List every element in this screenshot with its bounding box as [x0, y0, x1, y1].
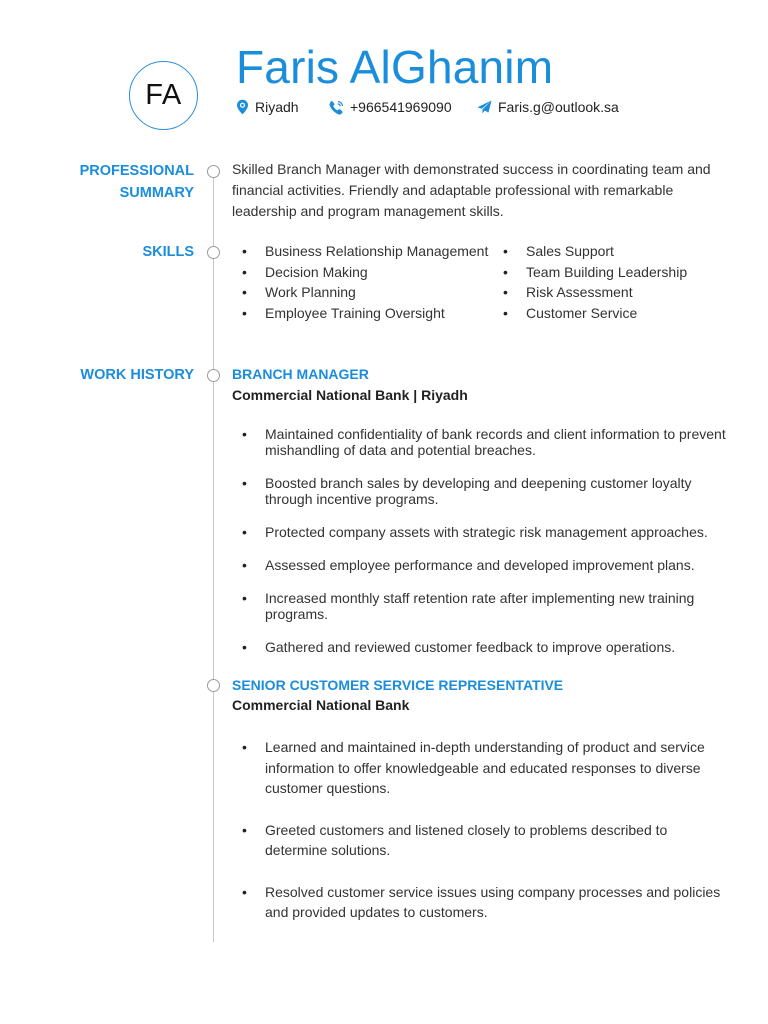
section-label-skills: SKILLS: [142, 244, 194, 260]
paper-plane-icon: [477, 100, 492, 114]
job-bullet: • Gathered and reviewed customer feedback to improve operations.: [232, 639, 732, 655]
contact-phone-text: +966541969090: [350, 99, 452, 115]
skills-list-right: [493, 241, 687, 324]
summary-text: Skilled Branch Manager with demonstrated success in coordinating team and financial activities. Friendly and adaptable professional with remarkable leadership and program management skills.: [232, 161, 711, 219]
skill-item: • Sales Support: [493, 241, 687, 262]
contact-city-text: Riyadh: [255, 99, 299, 115]
monogram-avatar: [129, 61, 198, 130]
skill-item: • Customer Service: [493, 303, 687, 324]
job-bullet: • Greeted customers and listened closely to problems described to determine solutions.: [232, 820, 732, 861]
section-label-summary-line1: PROFESSIONAL: [79, 163, 194, 179]
job-bullets: [232, 737, 732, 944]
phone-icon: [329, 100, 344, 115]
candidate-name: Faris AlGhanim: [236, 41, 554, 93]
contact-email-text: Faris.g@outlook.sa: [498, 99, 619, 115]
contact-phone: [329, 98, 452, 116]
timeline-dot-summary: [207, 165, 220, 178]
job-bullet: • Protected company assets with strategic risk management approaches.: [232, 524, 732, 540]
job-title: BRANCH MANAGER: [232, 366, 369, 382]
contact-city: [236, 98, 299, 116]
job-title: SENIOR CUSTOMER SERVICE REPRESENTATIVE: [232, 677, 564, 693]
job-bullet: • Resolved customer service issues using company processes and policies and provided updates to customers.: [232, 882, 732, 923]
timeline-line: [213, 178, 214, 942]
timeline-dot-skills: [207, 246, 220, 259]
section-label-summary: [80, 160, 194, 204]
monogram-initials: FA: [145, 79, 182, 111]
skill-item: • Decision Making: [232, 262, 488, 283]
contact-email: [477, 98, 619, 116]
job-company: Commercial National Bank | Riyadh: [232, 387, 468, 403]
job-bullet: • Assessed employee performance and developed improvement plans.: [232, 557, 732, 573]
skills-list-left: [232, 241, 488, 324]
section-label-work-history: WORK HISTORY: [80, 367, 194, 383]
skill-item: • Team Building Leadership: [493, 262, 687, 283]
job-company: Commercial National Bank: [232, 697, 410, 713]
timeline-dot-work-history: [207, 369, 220, 382]
job-bullets: [232, 426, 732, 672]
skill-item: • Work Planning: [232, 282, 488, 303]
section-label-summary-line2: SUMMARY: [119, 185, 194, 201]
timeline-dot-job-2: [207, 679, 220, 692]
location-pin-icon: [236, 99, 249, 115]
job-bullet: • Boosted branch sales by developing and deepening customer loyalty through incentive programs.: [232, 475, 732, 507]
skill-item: • Business Relationship Management: [232, 241, 488, 262]
job-bullet: • Maintained confidentiality of bank records and client information to prevent mishandling of data and potential breaches.: [232, 426, 732, 458]
job-bullet: • Learned and maintained in-depth understanding of product and service information to offer knowledgeable and educated responses to diverse customer questions.: [232, 737, 732, 799]
skill-item: • Risk Assessment: [493, 282, 687, 303]
skill-item: • Employee Training Oversight: [232, 303, 488, 324]
job-bullet: • Increased monthly staff retention rate after implementing new training programs.: [232, 590, 732, 622]
